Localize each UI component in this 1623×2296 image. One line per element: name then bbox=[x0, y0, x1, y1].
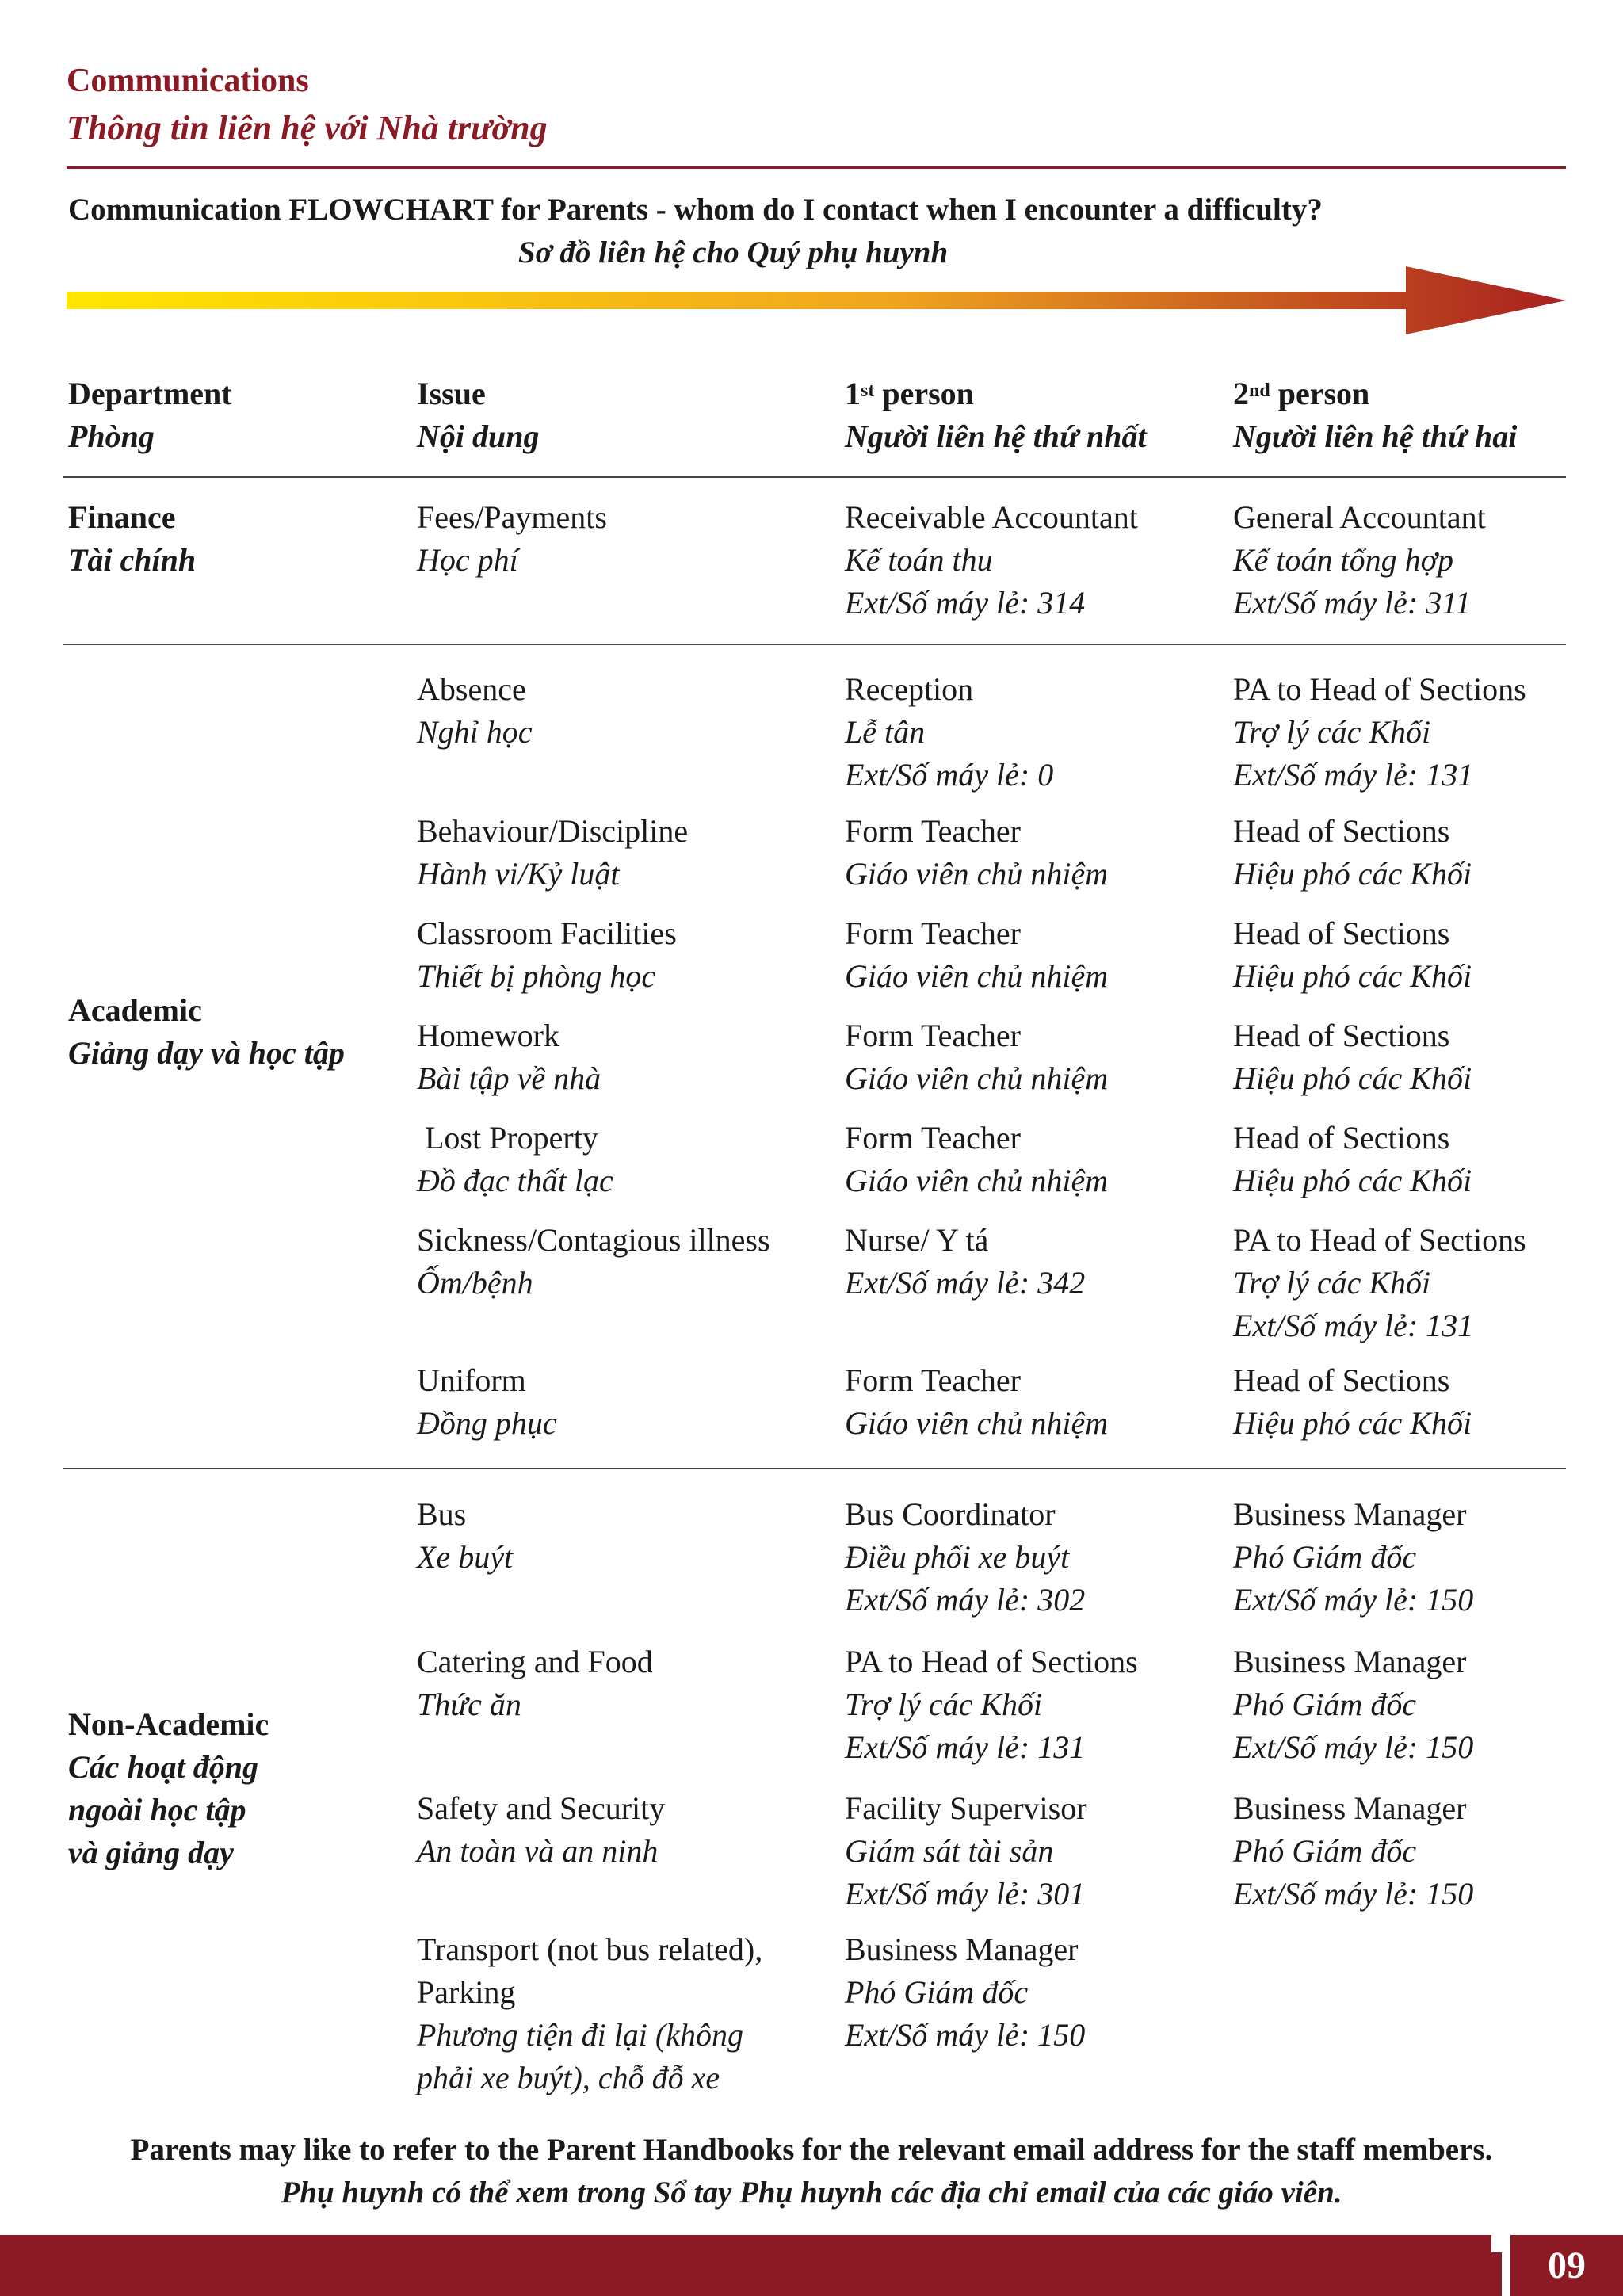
academic-uniform-first-contact: Form Teacher Giáo viên chủ nhiệm bbox=[845, 1362, 1109, 1441]
nonacademic-issue-safety: Safety and Security An toàn và an ninh bbox=[417, 1790, 666, 1869]
col-header-issue: Issue Nội dung bbox=[417, 376, 540, 454]
academic-issue-homework: Homework Bài tập về nhà bbox=[417, 1018, 601, 1096]
footer-note: Parents may like to refer to the Parent Handbooks for the relevant email address for the staff members. bbox=[130, 2133, 1493, 2167]
academic-classroom-second-contact: Head of Sections Hiệu phó các Khối bbox=[1233, 915, 1472, 994]
academic-sickness-first-contact: Nurse/ Y tá Ext/Số máy lẻ: 342 bbox=[845, 1222, 1086, 1301]
section-non-academic: Non-Academic Các hoạt động ngoài học tập và giảng dạy bbox=[68, 1706, 269, 1870]
academic-lost-property-first-contact: Form Teacher Giáo viên chủ nhiệm bbox=[845, 1120, 1109, 1198]
nonacademic-transport-first-contact: Business Manager Phó Giám đốc Ext/Số máy lẻ: 150 bbox=[845, 1931, 1086, 2053]
page-number: 09 bbox=[1510, 2235, 1623, 2296]
academic-classroom-first-contact: Form Teacher Giáo viên chủ nhiệm bbox=[845, 915, 1109, 994]
academic-homework-first-contact: Form Teacher Giáo viên chủ nhiệm bbox=[845, 1018, 1109, 1096]
nonacademic-bus-first-contact: Bus Coordinator Điều phối xe buýt Ext/Số máy lẻ: 302 bbox=[845, 1496, 1086, 1618]
academic-uniform-second-contact: Head of Sections Hiệu phó các Khối bbox=[1233, 1362, 1472, 1441]
academic-issue-sickness: Sickness/Contagious illness Ốm/bệnh bbox=[417, 1222, 770, 1301]
flowchart-heading: Communication FLOWCHART for Parents - whom do I contact when I encounter a difficulty? bbox=[68, 193, 1323, 227]
finance-first-contact: Receivable Accountant Kế toán thu Ext/Số máy lẻ: 314 bbox=[845, 499, 1138, 621]
academic-behaviour-first-contact: Form Teacher Giáo viên chủ nhiệm bbox=[845, 813, 1109, 892]
gradient-arrow bbox=[67, 266, 1566, 334]
title-divider bbox=[67, 166, 1566, 169]
col-header-department: Department Phòng bbox=[68, 376, 232, 454]
finance-issue-fees: Fees/Payments Học phí bbox=[417, 499, 607, 578]
academic-issue-lost-property: Lost Property Đồ đạc thất lạc bbox=[417, 1120, 613, 1198]
nonacademic-safety-first-contact: Facility Supervisor Giám sát tài sản Ext/Số máy lẻ: 301 bbox=[845, 1790, 1087, 1912]
nonacademic-issue-catering: Catering and Food Thức ăn bbox=[417, 1644, 653, 1722]
academic-issue-classroom: Classroom Facilities Thiết bị phòng học bbox=[417, 915, 677, 994]
academic-lost-property-second-contact: Head of Sections Hiệu phó các Khối bbox=[1233, 1120, 1472, 1198]
page-title: Communications bbox=[67, 63, 309, 99]
academic-sickness-second-contact: PA to Head of Sections Trợ lý các Khối Ext/Số máy lẻ: 131 bbox=[1233, 1222, 1526, 1343]
section-finance: Finance Tài chính bbox=[68, 499, 197, 578]
nonacademic-issue-bus: Bus Xe buýt bbox=[417, 1496, 514, 1575]
nonacademic-safety-second-contact: Business Manager Phó Giám đốc Ext/Số máy lẻ: 150 bbox=[1233, 1790, 1474, 1912]
footer-bar bbox=[0, 2235, 1502, 2296]
nonacademic-bus-second-contact: Business Manager Phó Giám đốc Ext/Số máy lẻ: 150 bbox=[1233, 1496, 1474, 1618]
section-divider bbox=[63, 1468, 1566, 1469]
finance-second-contact: General Accountant Kế toán tổng hợp Ext/Số máy lẻ: 311 bbox=[1233, 499, 1486, 621]
flowchart-heading-vi: Sơ đồ liên hệ cho Quý phụ huynh bbox=[518, 235, 949, 269]
page-title-vi: Thông tin liên hệ với Nhà trường bbox=[67, 109, 548, 147]
col-header-first-person: 1st person Người liên hệ thứ nhất bbox=[845, 376, 1147, 454]
academic-absence-second-contact: PA to Head of Sections Trợ lý các Khối Ext/Số máy lẻ: 131 bbox=[1233, 671, 1526, 793]
academic-behaviour-second-contact: Head of Sections Hiệu phó các Khối bbox=[1233, 813, 1472, 892]
academic-issue-behaviour: Behaviour/Discipline Hành vi/Kỷ luật bbox=[417, 813, 689, 892]
nonacademic-catering-second-contact: Business Manager Phó Giám đốc Ext/Số máy lẻ: 150 bbox=[1233, 1644, 1474, 1765]
academic-issue-uniform: Uniform Đồng phục bbox=[417, 1362, 557, 1441]
col-header-second-person: 2nd person Người liên hệ thứ hai bbox=[1233, 376, 1518, 454]
academic-homework-second-contact: Head of Sections Hiệu phó các Khối bbox=[1233, 1018, 1472, 1096]
section-academic: Academic Giảng dạy và học tập bbox=[68, 992, 345, 1071]
academic-issue-absence: Absence Nghỉ học bbox=[417, 671, 533, 750]
section-divider bbox=[63, 644, 1566, 645]
nonacademic-issue-transport: Transport (not bus related), Parking Phương tiện đi lại (không phải xe buýt), chỗ đỗ xe bbox=[417, 1931, 763, 2095]
nonacademic-catering-first-contact: PA to Head of Sections Trợ lý các Khối Ext/Số máy lẻ: 131 bbox=[845, 1644, 1138, 1765]
footer-note-vi: Phụ huynh có thể xem trong Sổ tay Phụ huynh các địa chỉ email của các giáo viên. bbox=[281, 2176, 1342, 2210]
header-divider bbox=[63, 476, 1566, 478]
academic-absence-first-contact: Reception Lễ tân Ext/Số máy lẻ: 0 bbox=[845, 671, 1054, 793]
